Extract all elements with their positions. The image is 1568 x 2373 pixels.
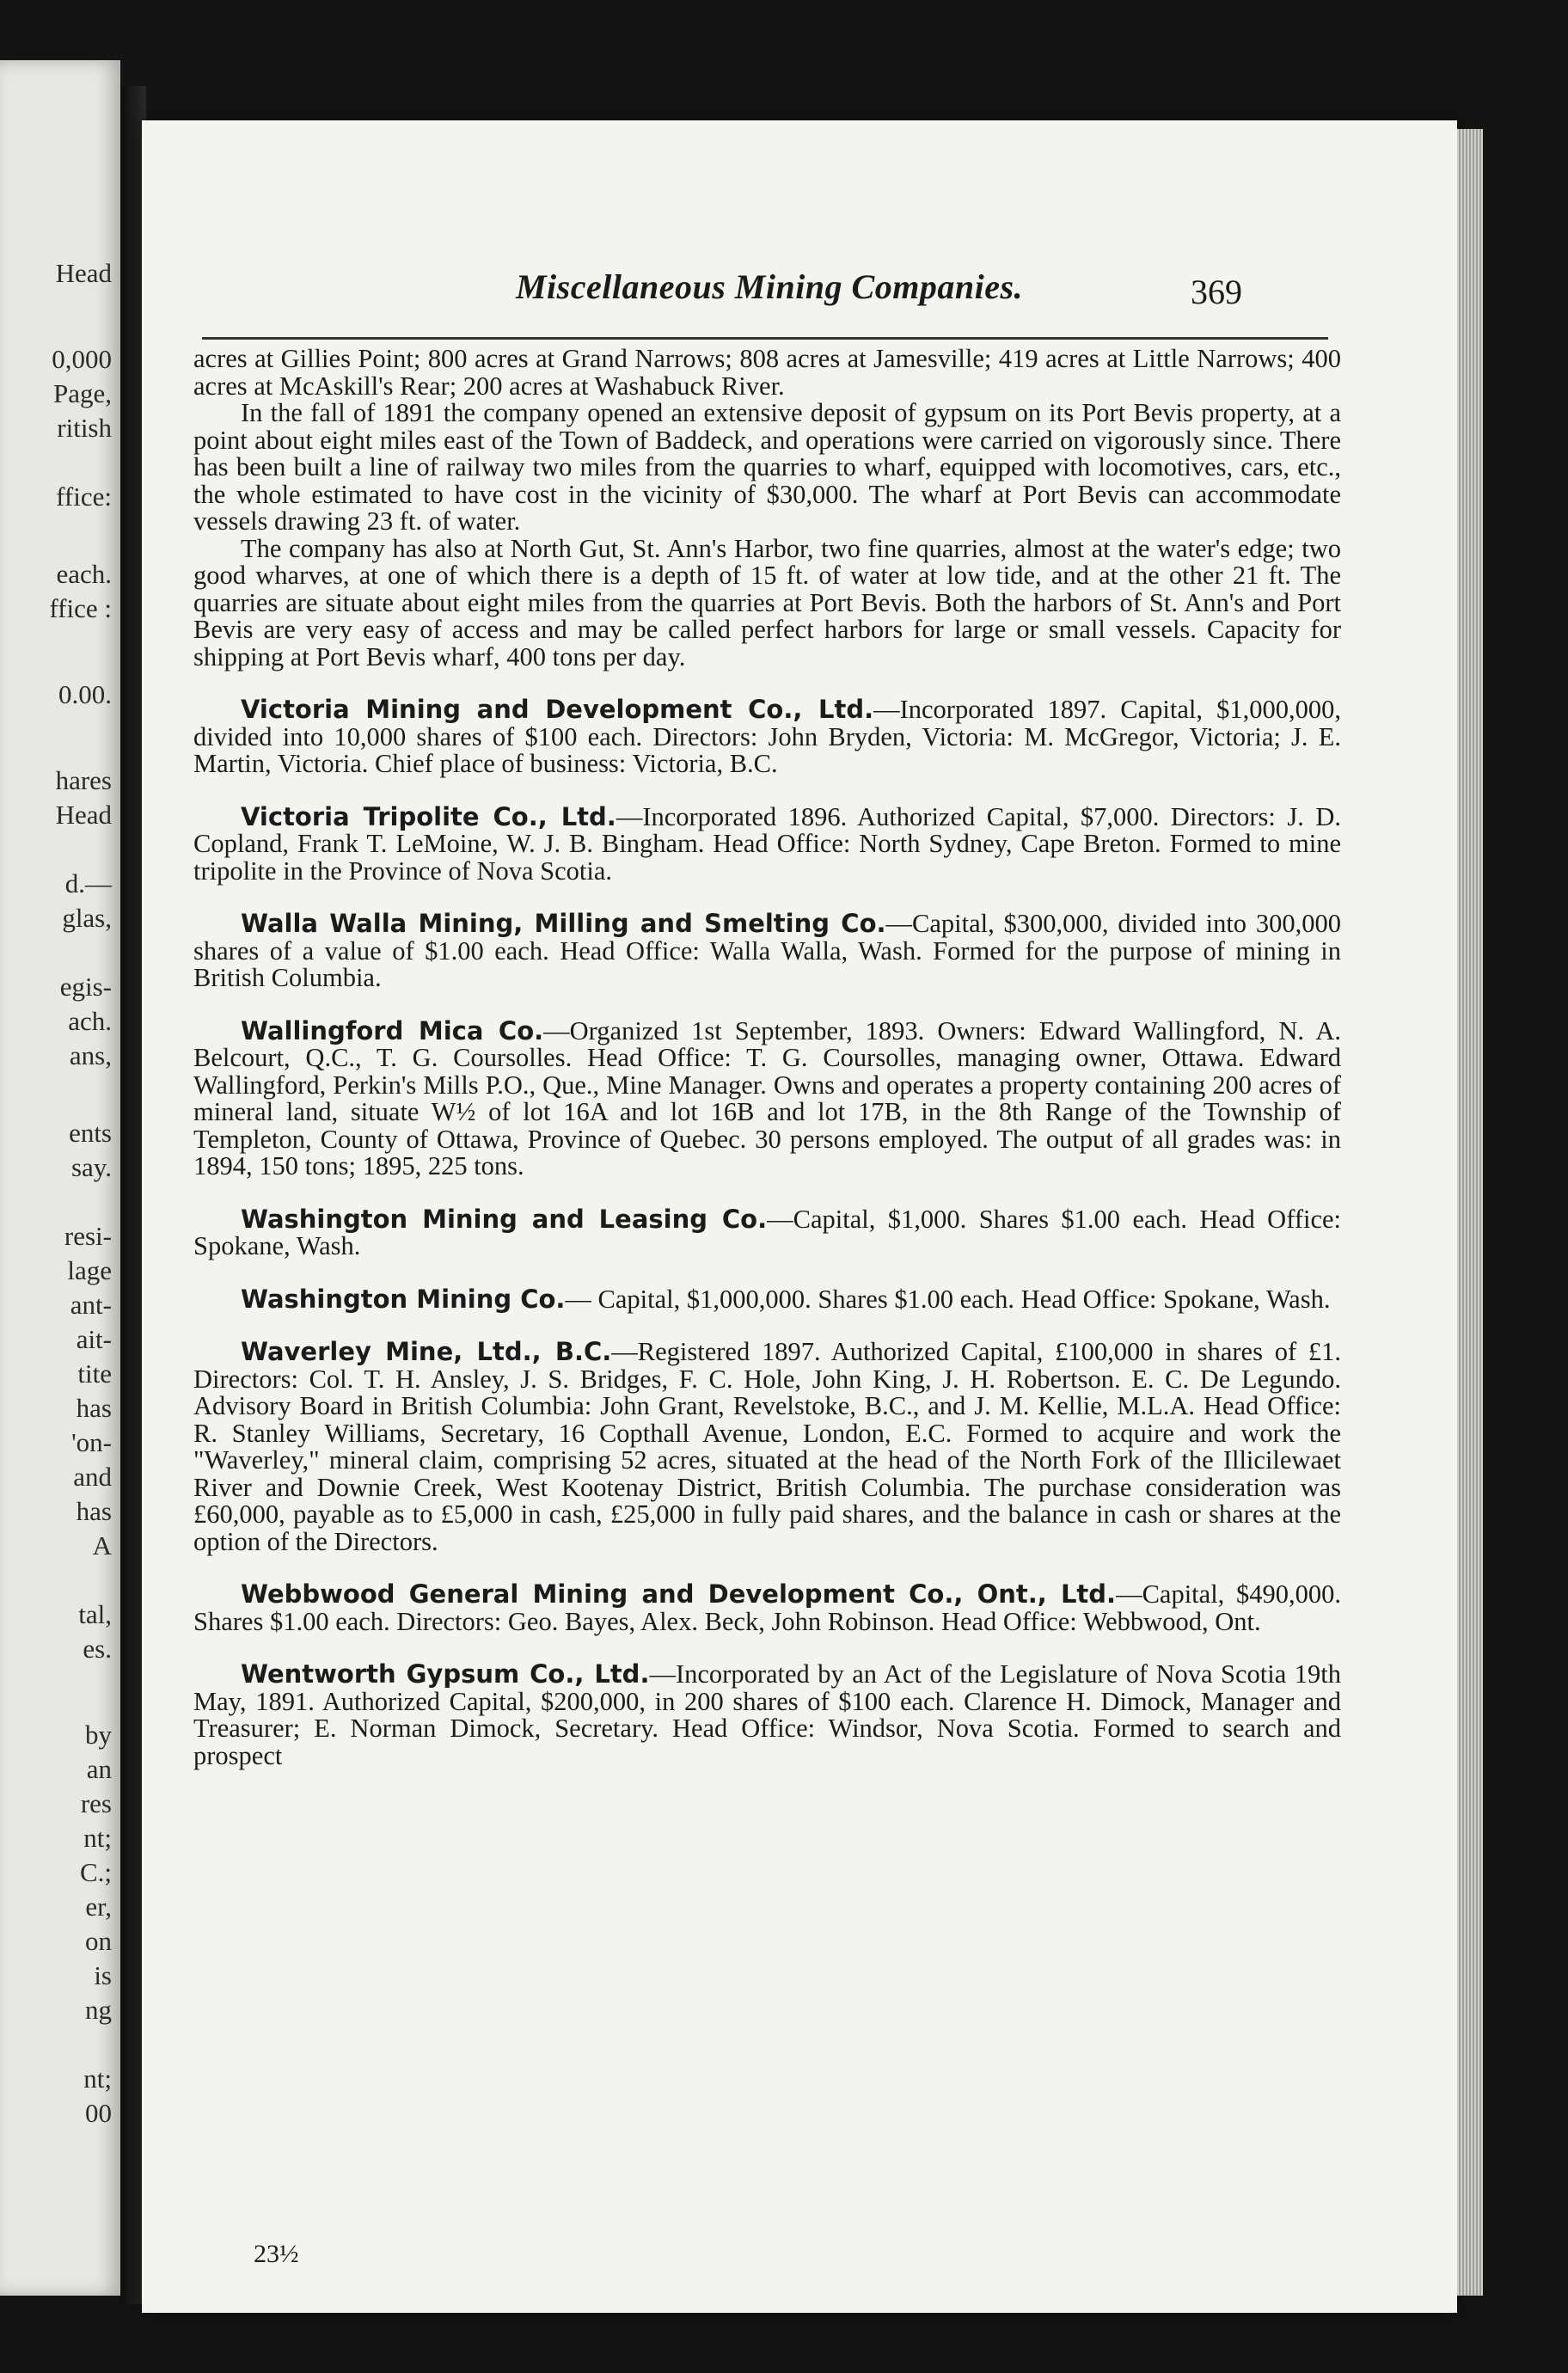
company-name: Washington Mining Co. — [241, 1284, 566, 1314]
facing-page-fragment: lage — [67, 1255, 112, 1285]
facing-page-fragment: ffice : — [49, 593, 112, 623]
facing-page-fragment: by — [85, 1720, 112, 1750]
facing-page-fragment: ffice: — [56, 481, 112, 512]
facing-page-fragment: ant- — [70, 1290, 112, 1320]
facing-page-fragment: on — [85, 1926, 112, 1956]
page-number: 369 — [1191, 273, 1242, 311]
facing-page-fragment: ach. — [68, 1006, 112, 1036]
facing-page-fragment: is — [94, 1960, 112, 1990]
facing-page-fragment: Head — [55, 258, 112, 288]
facing-page-fragment: Head — [55, 800, 112, 830]
company-name: Walla Walla Mining, Milling and Smelting Co. — [241, 909, 886, 938]
company-name: Victoria Tripolite Co., Ltd. — [241, 801, 616, 831]
company-entry — [193, 1661, 1341, 1769]
company-description: —Incorporated 1897. Capital, $1,000,000, divided into 10,000 shares of $100 each. Directors: John Bryden, Victoria: M. McGregor, Victoria; J. E. Martin, Victoria. Chief place of business: Victoria, B.C. — [193, 695, 1341, 778]
running-title: Miscellaneous Mining Companies. — [515, 267, 1024, 306]
facing-page-fragment: 'on- — [71, 1427, 112, 1457]
company-entry — [193, 1286, 1341, 1314]
facing-page-fragment: tal, — [78, 1599, 112, 1629]
paragraph: acres at Gillies Point; 800 acres at Grand Narrows; 808 acres at Jamesville; 419 acres at Little Narrows; 400 acres at McAskill's Rear; 200 acres at Washabuck River. — [193, 344, 1341, 401]
company-entry — [193, 911, 1341, 992]
facing-page-fragment: ans, — [69, 1040, 112, 1070]
facing-page-fragment: egis- — [59, 972, 112, 1002]
facing-page-fragment: ng — [85, 1995, 112, 2025]
facing-page-fragment: es. — [83, 1634, 112, 1664]
facing-page-fragment: has — [76, 1496, 112, 1526]
page-content — [193, 346, 1341, 1769]
company-description: —Organized 1st September, 1893. Owners: Edward Wallingford, N. A. Belcourt, Q.C., T. G. Coursolles. Head Office: T. G. Coursolles, managing owner, Ottawa. Edward Wallingford, Perkin's Mills P.O., Que., Mine Manager. Owns and operates a property containing 200 acres of mineral land, situate W½ of lot 16A and lot 16B and lot 17B, in the 8th Range of the Township of Templeton, County of Ottawa, Province of Quebec. 30 persons employed. The output of all grades was: in 1894, 150 tons; 1895, 225 tons. — [193, 1015, 1341, 1180]
facing-page-fragment: nt; — [83, 1823, 112, 1853]
company-name: Webbwood General Mining and Development Co., Ont., Ltd. — [241, 1579, 1117, 1609]
company-description: —Capital, $300,000, divided into 300,000 shares of a value of $1.00 each. Head Office: Walla Walla, Wash. Formed for the purpose of mining in British Columbia. — [193, 909, 1341, 992]
facing-page-fragment: has — [76, 1393, 112, 1423]
facing-page-fragment: ents — [69, 1118, 112, 1148]
paragraph: The company has also at North Gut, St. Ann's Harbor, two fine quarries, almost at the water's edge; two good wharves, at one of which there is a depth of 15 ft. of water at low tide, and at the other 21 ft. The quarries are situate about eight miles from the quarries at Port Bevis. Both the harbors of St. Ann's and Port Bevis are very easy of access and may be called perfect harbors for large or small vessels. Capacity for shipping at Port Bevis wharf, 400 tons per day. — [193, 533, 1341, 671]
facing-page-fragment: C.; — [79, 1857, 112, 1887]
company-name: Wallingford Mica Co. — [241, 1015, 544, 1045]
facing-page-fragment: A — [92, 1530, 112, 1561]
facing-page-fragment: d.— — [64, 868, 112, 898]
company-entry — [193, 1339, 1341, 1555]
facing-page-fragment: tite — [77, 1358, 112, 1389]
facing-page-fragment: hares — [55, 765, 112, 795]
facing-page-fragment: say. — [70, 1152, 112, 1182]
company-name: Waverley Mine, Ltd., B.C. — [241, 1337, 612, 1366]
facing-page — [0, 60, 120, 2296]
company-entry — [193, 801, 1341, 886]
company-description: — Capital, $1,000,000. Shares $1.00 each. Head Office: Spokane, Wash. — [565, 1284, 1331, 1314]
company-description: —Incorporated by an Act of the Legislature of Nova Scotia 19th May, 1891. Authorized Capital, $200,000, in 200 shares of $100 each. Clarence H. Dimock, Manager and Treasurer; E. Norman Dimock, Secretary. Head Office: Windsor, Nova Scotia. Formed to search and prospect — [193, 1659, 1342, 1770]
company-description: —Registered 1897. Authorized Capital, £100,000 in shares of £1. Directors: Col. T. H. Ansley, J. S. Bridges, F. C. Hole, John King, J. H. Robertson. E. C. De Legundo. Advisory Board in British Columbia: John Grant, Revelstoke, B.C., and J. M. Kellie, M.L.A. Head Office: R. Stanley Williams, Secretary, 16 Copthall Avenue, London, E.C. Formed to acquire and work the "Waverley," mineral claim, comprising 52 acres, situated at the head of the North Fork of the Illicilewaet River and Downie Creek, West Kootenay District, British Columbia. The purchase consideration was £60,000, payable as to £5,000 in cash, £25,000 in fully paid shares, and the balance in cash or shares at the option of the Directors. — [193, 1337, 1341, 1556]
book-page — [142, 120, 1457, 2313]
facing-page-fragment: res — [80, 1788, 112, 1818]
company-entry — [193, 1015, 1341, 1180]
facing-page-fragment: 00 — [85, 2098, 112, 2128]
facing-page-fragment: 0,000 — [52, 344, 112, 374]
facing-page-fragment: each. — [56, 559, 112, 589]
facing-page-fragment: and — [73, 1462, 112, 1492]
paragraph: In the fall of 1891 the company opened an extensive deposit of gypsum on its Port Bevis property, at a point about eight miles east of the Town of Baddeck, and operations were carried on vigorously since. There has been built a line of railway two miles from the quarries to wharf, equipped with locomotives, cars, etc., the whole estimated to have cost in the vicinity of $30,000. The wharf at Port Bevis can accommodate vessels drawing 23 ft. of water. — [193, 398, 1341, 536]
facing-page-fragment: ait- — [76, 1324, 112, 1354]
company-name: Victoria Mining and Development Co., Ltd. — [241, 695, 874, 724]
company-entry — [193, 696, 1341, 778]
signature-mark: 23½ — [254, 2240, 299, 2268]
company-name: Wentworth Gypsum Co., Ltd. — [241, 1659, 650, 1689]
facing-page-fragment: Page, — [52, 378, 112, 408]
facing-page-fragment: ritish — [57, 413, 112, 443]
company-entry — [193, 1206, 1341, 1260]
company-description: —Capital, $490,000. Shares $1.00 each. Directors: Geo. Bayes, Alex. Beck, John Robinson. Head Office: Webbwood, Ont. — [193, 1579, 1342, 1636]
company-entry — [193, 1581, 1341, 1635]
company-name: Washington Mining and Leasing Co. — [241, 1204, 768, 1234]
page-stack-edge — [1457, 129, 1483, 2296]
facing-page-fragment: er, — [85, 1892, 112, 1922]
facing-page-fragment: an — [86, 1754, 112, 1784]
facing-page-fragment: glas, — [62, 903, 112, 933]
facing-page-fragment: 0.00. — [58, 679, 112, 709]
header-rule — [202, 337, 1328, 340]
facing-page-fragment: nt; — [83, 2063, 112, 2094]
facing-page-fragment: resi- — [64, 1221, 112, 1251]
company-description: —Incorporated 1896. Authorized Capital, $7,000. Directors: J. D. Copland, Frank T. LeMoine, W. J. B. Bingham. Head Office: North Sydney, Cape Breton. Formed to mine tripolite in the Province of Nova Scotia. — [193, 801, 1341, 886]
company-description: —Capital, $1,000. Shares $1.00 each. Head Office: Spokane, Wash. — [193, 1204, 1341, 1260]
